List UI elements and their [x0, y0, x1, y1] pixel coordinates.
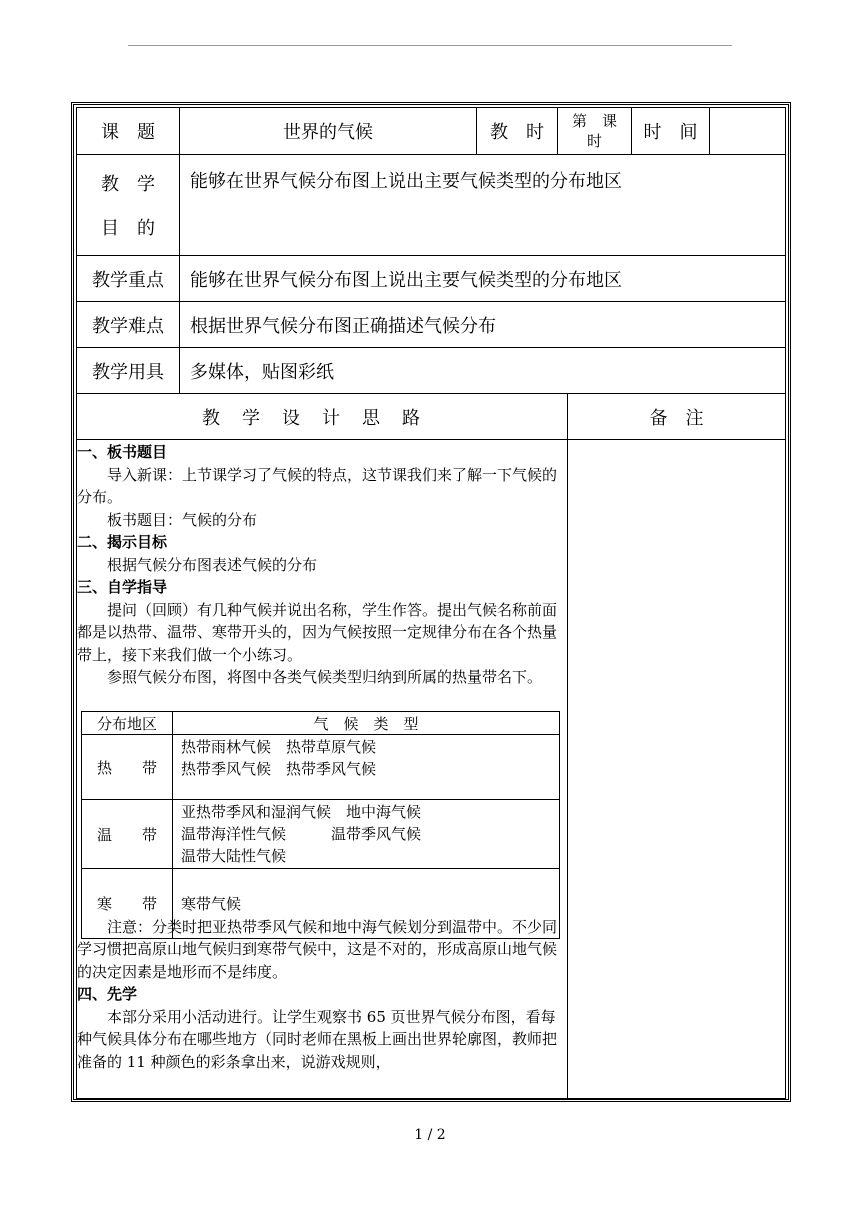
difficulty-text: 根据世界气候分布图正确描述气候分布	[190, 315, 496, 337]
time-label: 时 间	[643, 122, 698, 143]
section-3-note: 注意：分类时把亚热带季风气候和地中海气候划分到温带中。不少同学习惯把高原山地气候归到寒带气候中，这是不对的，形成高原山地气候的决定因素是地形而不是纬度。	[77, 917, 558, 981]
objective-text: 能够在世界气候分布图上说出主要气候类型的分布地区	[190, 171, 622, 192]
types-tropical-line2: 热带季风气候 热带季风气候	[181, 760, 377, 778]
types-temperate-line1: 亚热带季风和湿润气候 地中海气候	[181, 803, 422, 821]
section-2-title: 二、揭示目标	[77, 533, 168, 551]
tools-text: 多媒体，贴图彩纸	[190, 361, 334, 383]
key-point-label-cell	[76, 255, 180, 302]
section-3-question: 提问（回顾）有几种气候并说出名称，学生作答。提出气候名称前面都是以热带、温带、寒带开头的，因为气候按照一定规律分布在各个热量带上，接下来我们做一个小练习。	[77, 600, 558, 664]
climate-zone-table	[81, 711, 560, 939]
period-label: 教 时	[490, 122, 544, 143]
types-temperate	[173, 800, 560, 869]
tools-label-cell	[76, 347, 180, 394]
period-label-cell	[476, 107, 558, 155]
objective-label-cell	[76, 154, 180, 256]
section-1-title: 一、板书题目	[77, 443, 168, 461]
col-type-header: 气 候 类 型	[173, 712, 560, 735]
zone-tropical: 热 带	[82, 735, 173, 800]
climate-table-header	[82, 712, 560, 735]
objective-label-line2: 目 的	[101, 218, 155, 239]
section-4-title: 四、先学	[77, 985, 138, 1003]
key-point-label: 教学重点	[92, 269, 164, 291]
types-temperate-line2: 温带海洋性气候 温带季风气候	[181, 825, 422, 843]
design-header: 教学设计思路	[202, 407, 442, 429]
types-tropical	[173, 735, 560, 800]
design-header-cell	[76, 393, 568, 440]
climate-table-row	[82, 800, 560, 869]
climate-table-row	[82, 869, 560, 939]
section-1-intro: 导入新课：上节课学习了气候的特点，这节课我们来了解一下气候的分布。	[77, 465, 558, 506]
types-tropical-line1: 热带雨林气候 热带草原气候	[181, 738, 377, 756]
difficulty-label-cell	[76, 301, 180, 348]
tools-text-cell	[179, 347, 786, 394]
types-temperate-line3: 温带大陆性气候	[181, 847, 287, 865]
key-point-text: 能够在世界气候分布图上说出主要气候类型的分布地区	[190, 269, 622, 291]
lesson-label-cell	[76, 107, 180, 155]
page-number: 1 / 2	[414, 1127, 446, 1143]
period-unit: 第 课 时	[571, 112, 617, 150]
col-zone-header: 分布地区	[82, 712, 173, 735]
lesson-title-cell	[179, 107, 477, 155]
lesson-label: 课 题	[101, 122, 155, 143]
section-2-goal: 根据气候分布图表述气候的分布	[107, 555, 318, 574]
section-3-title: 三、自学指导	[77, 578, 168, 596]
section-1-board-title: 板书题目：气候的分布	[107, 510, 258, 529]
objective-text-cell	[179, 154, 786, 256]
lesson-title: 世界的气候	[283, 122, 373, 143]
tools-label: 教学用具	[92, 361, 164, 383]
section-4-text: 本部分采用小活动进行。让学生观察书 65 页世界气候分布图，看每种气候具体分布在哪些地方（同时老师在黑板上画出世界轮廓图，教师把准备的 11 种颜色的彩条拿出来，说游戏规则，	[77, 1007, 558, 1071]
notes-header: 备 注	[649, 407, 704, 429]
zone-frigid: 寒 带	[82, 869, 173, 939]
key-point-text-cell	[179, 255, 786, 302]
zone-temperate: 温 带	[82, 800, 173, 869]
objective-label-line1: 教 学	[101, 174, 155, 195]
notes-body-cell	[567, 439, 786, 1099]
time-label-cell	[631, 107, 710, 155]
notes-header-cell	[567, 393, 786, 440]
difficulty-text-cell	[179, 301, 786, 348]
climate-table-row	[82, 735, 560, 800]
section-3-exercise: 参照气候分布图，将图中各类气候类型归纳到所属的热量带名下。	[107, 668, 543, 686]
difficulty-label: 教学难点	[92, 315, 164, 337]
time-value-cell	[709, 107, 786, 155]
header-rule	[128, 45, 732, 46]
period-unit-cell	[557, 107, 632, 155]
types-frigid: 寒带气候	[173, 869, 560, 939]
